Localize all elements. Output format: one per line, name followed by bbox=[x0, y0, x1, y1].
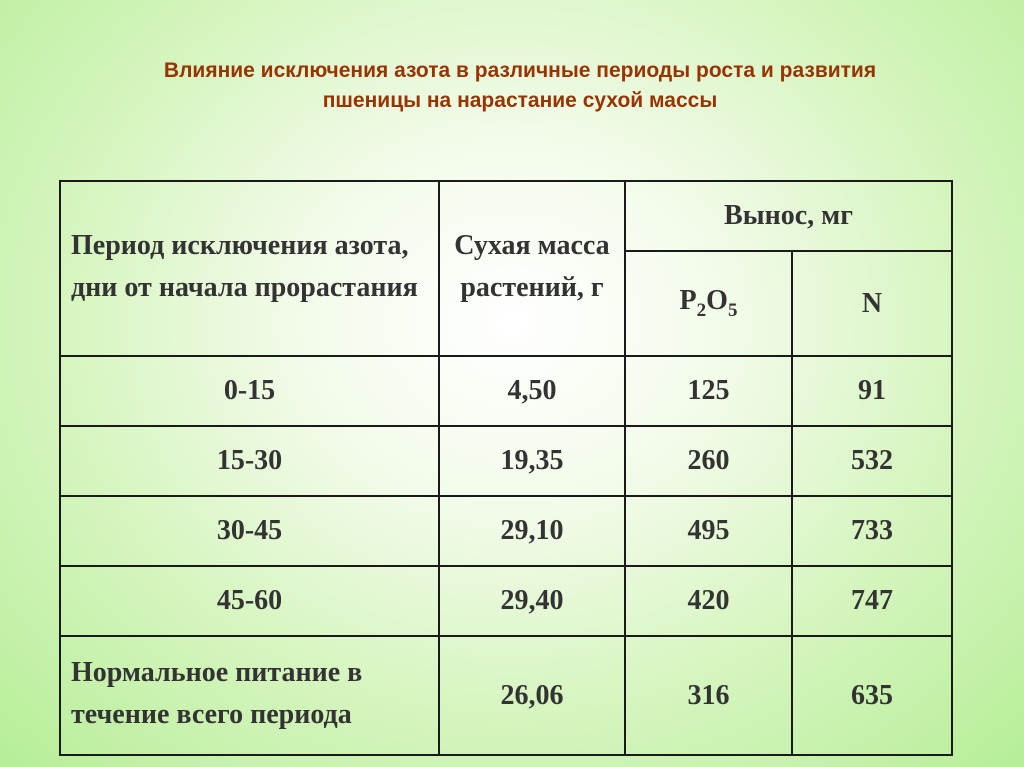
table-row bbox=[60, 356, 952, 426]
cell-mass: 19,35 bbox=[439, 426, 625, 496]
cell-n: 532 bbox=[792, 426, 952, 496]
table-row bbox=[60, 426, 952, 496]
header-period: Период исключения азота, дни от начала прорастания bbox=[60, 181, 439, 356]
header-p2o5-p: P bbox=[679, 285, 697, 316]
header-p2o5-o: O bbox=[706, 285, 728, 316]
cell-p2o5: 260 bbox=[625, 426, 792, 496]
cell-period: 0-15 bbox=[60, 356, 439, 426]
cell-p2o5: 125 bbox=[625, 356, 792, 426]
cell-mass: 4,50 bbox=[439, 356, 625, 426]
cell-mass: 26,06 bbox=[439, 636, 625, 755]
cell-period: 30-45 bbox=[60, 496, 439, 566]
slide-title-line-1: Влияние исключения азота в различные периоды роста и развития bbox=[163, 59, 877, 82]
cell-p2o5: 420 bbox=[625, 566, 792, 636]
slide-title bbox=[90, 56, 950, 116]
data-table bbox=[59, 180, 953, 756]
table-row bbox=[60, 496, 952, 566]
header-dry-mass: Сухая масса растений, г bbox=[439, 181, 625, 356]
cell-n: 747 bbox=[792, 566, 952, 636]
cell-mass: 29,40 bbox=[439, 566, 625, 636]
cell-p2o5: 316 bbox=[625, 636, 792, 755]
header-p2o5 bbox=[625, 251, 792, 356]
header-removal: Вынос, мг bbox=[625, 181, 952, 251]
cell-n: 635 bbox=[792, 636, 952, 755]
cell-period: Нормальное питание в течение всего периода bbox=[60, 636, 439, 755]
table-row bbox=[60, 636, 952, 755]
cell-period: 15-30 bbox=[60, 426, 439, 496]
slide-title-line-2: пшеницы на нарастание сухой массы bbox=[322, 89, 718, 112]
header-p2o5-sub-2: 2 bbox=[696, 300, 707, 321]
cell-period: 45-60 bbox=[60, 566, 439, 636]
cell-mass: 29,10 bbox=[439, 496, 625, 566]
table-row bbox=[60, 566, 952, 636]
header-p2o5-sub-5: 5 bbox=[727, 300, 738, 321]
cell-n: 91 bbox=[792, 356, 952, 426]
cell-p2o5: 495 bbox=[625, 496, 792, 566]
cell-n: 733 bbox=[792, 496, 952, 566]
header-n: N bbox=[792, 251, 952, 356]
